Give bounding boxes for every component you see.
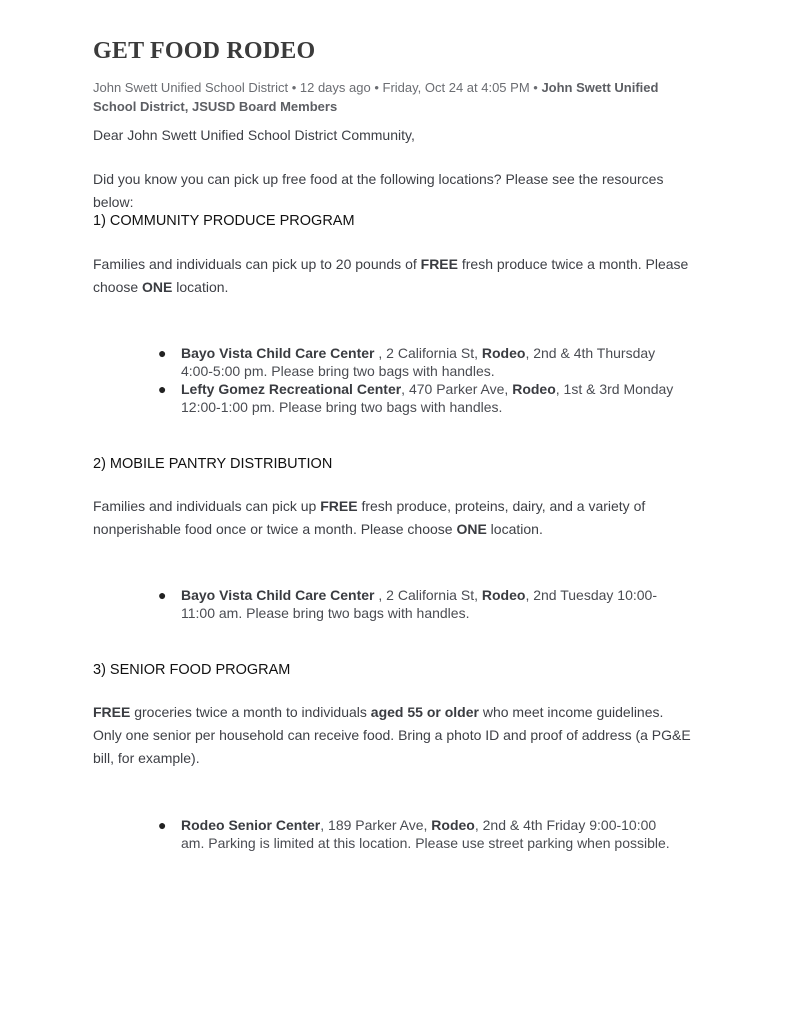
- list-item: ● Lefty Gomez Recreational Center, 470 Parker Ave, Rodeo, 1st & 3rd Monday 12:00-1:00 pm. Please bring two bags with handles.: [158, 381, 674, 415]
- meta-date: Friday, Oct 24 at 4:05 PM: [382, 80, 530, 95]
- meta-ago: 12 days ago: [299, 80, 371, 95]
- location-list: [158, 344, 678, 416]
- section-desc: Families and individuals can pick up to 20 pounds of FREE fresh produce twice a month. Please choose ONE location.: [93, 256, 689, 295]
- section-heading: 2) MOBILE PANTRY DISTRIBUTION: [93, 456, 333, 472]
- post-meta: John Swett Unified School District • 12 days ago • Friday, Oct 24 at 4:05 PM • John Swett Unified School District, JSUSD Board Members: [93, 80, 659, 114]
- bullet-icon: ●: [158, 817, 167, 833]
- list-item: ● Rodeo Senior Center, 189 Parker Ave, Rodeo, 2nd & 4th Friday 9:00-10:00 am. Parking is limited at this location. Please use street parking when possible.: [158, 817, 670, 851]
- bullet-icon: ●: [158, 381, 167, 397]
- intro: Did you know you can pick up free food at the following locations? Please see the resources below:: [93, 171, 664, 210]
- section-heading: 3) SENIOR FOOD PROGRAM: [93, 662, 291, 678]
- bullet-icon: ●: [158, 587, 167, 603]
- meta-author[interactable]: John Swett Unified School District: [93, 80, 289, 95]
- section-desc: FREE groceries twice a month to individuals aged 55 or older who meet income guidelines. Only one senior per household can receive food. Bring a photo ID and proof of address (a PG&E bill, for example).: [93, 704, 691, 766]
- section-desc: Families and individuals can pick up FREE fresh produce, proteins, dairy, and a variety of nonperishable food once or twice a month. Please choose ONE location.: [93, 498, 646, 537]
- list-item: ● Bayo Vista Child Care Center , 2 California St, Rodeo, 2nd & 4th Thursday 4:00-5:00 pm. Please bring two bags with handles.: [158, 345, 656, 379]
- page-title: GET FOOD RODEO: [93, 38, 316, 64]
- section-heading: 1) COMMUNITY PRODUCE PROGRAM: [93, 213, 355, 229]
- meta-audience: John Swett Unified School District, JSUSD Board Members: [93, 80, 659, 114]
- bullet-icon: ●: [158, 345, 167, 361]
- greeting: Dear John Swett Unified School District Community,: [93, 127, 415, 143]
- location-list: [158, 816, 678, 852]
- location-list: [158, 586, 678, 622]
- list-item: ● Bayo Vista Child Care Center , 2 California St, Rodeo, 2nd Tuesday 10:00-11:00 am. Please bring two bags with handles.: [158, 587, 657, 621]
